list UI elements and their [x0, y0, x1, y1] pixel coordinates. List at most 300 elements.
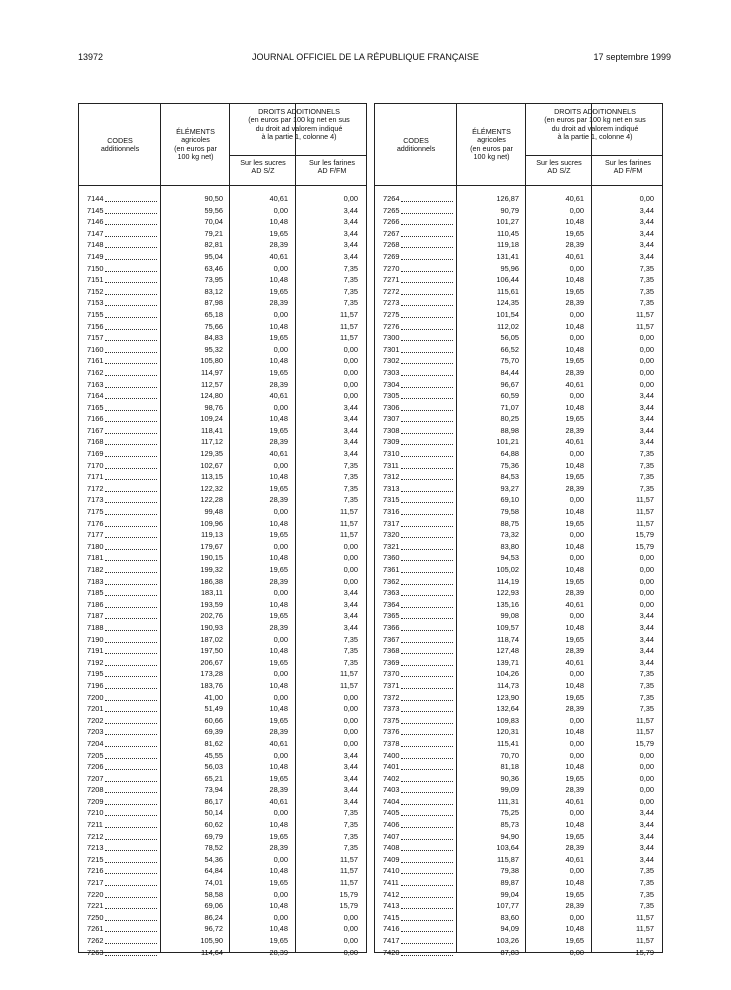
- sucres-value: 19,65: [269, 611, 288, 621]
- sucres-value: 40,61: [269, 251, 288, 261]
- table-row: [79, 842, 366, 854]
- table-row: [375, 321, 662, 333]
- table-row: [79, 622, 366, 634]
- farines-value: 7,35: [639, 866, 654, 876]
- sucres-value: 28,39: [565, 785, 584, 795]
- sucres-value: 0,00: [569, 912, 584, 922]
- farines-value: 11,57: [340, 309, 358, 319]
- code-cell: 7195: [87, 669, 104, 679]
- sucres-value: 28,39: [565, 843, 584, 853]
- element-value: 69,79: [204, 831, 223, 841]
- table-row: [79, 216, 366, 228]
- right-table: [374, 103, 663, 957]
- farines-value: 0,00: [343, 947, 358, 957]
- farines-value: 7,35: [343, 831, 358, 841]
- farines-value: 11,57: [340, 507, 358, 517]
- dot-leader: [105, 201, 157, 202]
- code-cell: 7402: [383, 773, 400, 783]
- farines-value: 15,79: [339, 889, 358, 899]
- dot-leader: [401, 607, 453, 608]
- dot-leader: [105, 758, 157, 759]
- sucres-value: 0,00: [273, 692, 288, 702]
- element-value: 119,13: [200, 530, 223, 540]
- farines-value: 11,57: [636, 321, 654, 331]
- dot-leader: [401, 236, 453, 237]
- sucres-value: 10,48: [565, 507, 584, 517]
- table-row: [79, 738, 366, 750]
- farines-value: 7,35: [343, 263, 358, 273]
- dot-leader: [401, 897, 453, 898]
- table-row: [79, 923, 366, 935]
- farines-value: 0,00: [639, 553, 654, 563]
- table-row: [375, 564, 662, 576]
- element-value: 179,67: [200, 541, 223, 551]
- element-value: 105,90: [200, 936, 223, 945]
- element-value: 96,72: [204, 924, 223, 934]
- sucres-header: Sur les sucres AD S/Z: [536, 158, 582, 176]
- element-value: 106,44: [496, 275, 519, 285]
- left-table: [78, 103, 367, 957]
- farines-value: 11,57: [636, 936, 654, 945]
- farines-value: 0,00: [639, 785, 654, 795]
- sucres-value: 10,48: [269, 472, 288, 482]
- sucres-value: 28,39: [269, 785, 288, 795]
- element-value: 60,59: [500, 391, 519, 401]
- dot-leader: [401, 375, 453, 376]
- dot-leader: [401, 827, 453, 828]
- dot-leader: [401, 862, 453, 863]
- sucres-value: 40,61: [269, 449, 288, 459]
- code-cell: 7311: [383, 460, 399, 470]
- element-value: 127,48: [496, 646, 519, 656]
- farines-value: 0,00: [343, 576, 358, 586]
- element-value: 129,35: [200, 449, 223, 459]
- dot-leader: [401, 317, 453, 318]
- farines-value: 11,57: [340, 518, 358, 528]
- subheader-divider: [230, 155, 366, 156]
- code-cell: 7203: [87, 727, 104, 737]
- element-value: 183,11: [200, 588, 223, 598]
- code-cell: 7310: [383, 449, 400, 459]
- sucres-value: 19,65: [269, 530, 288, 540]
- sucres-value: 19,65: [269, 286, 288, 296]
- table-row: [79, 448, 366, 460]
- element-value: 95,96: [500, 263, 519, 273]
- code-cell: 7250: [87, 912, 104, 922]
- sucres-value: 28,39: [269, 437, 288, 447]
- farines-value: 0,00: [343, 344, 358, 354]
- element-value: 132,64: [496, 704, 519, 714]
- farines-value: 7,35: [639, 901, 654, 911]
- table-row: [79, 784, 366, 796]
- element-value: 58,58: [204, 889, 223, 899]
- dot-leader: [401, 491, 453, 492]
- table-row: [79, 239, 366, 251]
- code-cell: 7196: [87, 680, 104, 690]
- table-row: [375, 425, 662, 437]
- code-cell: 7267: [383, 228, 400, 238]
- dot-leader: [105, 259, 157, 260]
- sucres-value: 0,00: [273, 854, 288, 864]
- table-row: [375, 622, 662, 634]
- farines-value: 0,00: [343, 924, 358, 934]
- farines-value: 7,35: [343, 808, 358, 818]
- farines-value: 11,57: [340, 333, 358, 343]
- farines-value: 3,44: [343, 762, 358, 772]
- sucres-value: 28,39: [269, 298, 288, 308]
- dot-leader: [105, 746, 157, 747]
- code-cell: 7188: [87, 622, 104, 632]
- table-body: [79, 193, 366, 958]
- sucres-value: 10,48: [565, 622, 584, 632]
- farines-value: 0,00: [639, 773, 654, 783]
- element-value: 117,12: [200, 437, 223, 447]
- dot-leader: [105, 827, 157, 828]
- code-cell: 7361: [383, 565, 400, 574]
- farines-value: 3,44: [639, 843, 654, 853]
- sucres-header: Sur les sucres AD S/Z: [240, 158, 286, 176]
- sucres-value: 10,48: [269, 704, 288, 714]
- droits-header: DROITS ADDITIONNELS (en euros par 100 kg net en sus du droit ad valorem indiqué à la partie 1, colonne 4): [248, 107, 350, 141]
- element-value: 75,25: [500, 808, 519, 818]
- code-cell: 7160: [87, 344, 104, 354]
- element-value: 83,80: [500, 541, 519, 551]
- element-value: 173,28: [200, 669, 223, 679]
- farines-value: 3,44: [343, 437, 358, 447]
- code-cell: 7191: [87, 646, 104, 656]
- farines-value: 7,35: [343, 820, 358, 830]
- code-cell: 7363: [383, 588, 400, 598]
- sucres-value: 0,00: [273, 634, 288, 644]
- dot-leader: [105, 491, 157, 492]
- farines-value: 7,35: [639, 298, 654, 308]
- code-cell: 7367: [383, 634, 400, 644]
- table-row: [79, 703, 366, 715]
- dot-leader: [105, 920, 157, 921]
- farines-value: 3,44: [343, 205, 358, 215]
- dot-leader: [105, 352, 157, 353]
- farines-value: 0,00: [639, 762, 654, 772]
- sucres-value: 0,00: [273, 669, 288, 679]
- code-cell: 7301: [383, 344, 400, 354]
- dot-leader: [105, 456, 157, 457]
- code-cell: 7375: [383, 715, 400, 725]
- dot-leader: [401, 642, 453, 643]
- dot-leader: [105, 804, 157, 805]
- table-row: [375, 436, 662, 448]
- dot-leader: [105, 213, 157, 214]
- code-cell: 7207: [87, 773, 104, 783]
- farines-value: 0,00: [343, 194, 358, 203]
- code-cell: 7221: [87, 901, 104, 911]
- code-cell: 7272: [383, 286, 400, 296]
- dot-leader: [401, 955, 453, 956]
- dot-leader: [105, 850, 157, 851]
- farines-value: 0,00: [343, 715, 358, 725]
- dot-leader: [401, 769, 453, 770]
- farines-value: 3,44: [343, 785, 358, 795]
- table-row: [375, 692, 662, 704]
- farines-value: 11,57: [340, 680, 358, 690]
- element-value: 105,80: [200, 356, 223, 366]
- table-row: [375, 842, 662, 854]
- dot-leader: [105, 815, 157, 816]
- dot-leader: [401, 711, 453, 712]
- elements-header: ÉLÉMENTS agricoles (en euros par 100 kg net): [470, 127, 513, 161]
- sucres-value: 28,39: [269, 947, 288, 957]
- farines-value: 11,57: [636, 495, 654, 505]
- farines-header: Sur les farines AD F/FM: [605, 158, 651, 176]
- farines-value: 3,44: [639, 657, 654, 667]
- table-row: [79, 680, 366, 692]
- table-row: [375, 251, 662, 263]
- dot-leader: [401, 873, 453, 874]
- dot-leader: [401, 723, 453, 724]
- farines-value: 7,35: [639, 263, 654, 273]
- farines-value: 15,79: [635, 541, 654, 551]
- dot-leader: [401, 340, 453, 341]
- code-cell: 7269: [383, 251, 400, 261]
- sucres-value: 28,39: [565, 646, 584, 656]
- element-value: 107,77: [496, 901, 519, 911]
- dot-leader: [105, 839, 157, 840]
- element-value: 104,26: [496, 669, 519, 679]
- element-value: 102,67: [200, 460, 223, 470]
- code-cell: 7369: [383, 657, 400, 667]
- farines-value: 3,44: [343, 240, 358, 250]
- farines-value: 7,35: [639, 275, 654, 285]
- sucres-value: 40,61: [269, 194, 288, 203]
- farines-value: 3,44: [639, 634, 654, 644]
- table-row: [79, 935, 366, 947]
- element-value: 114,97: [200, 367, 223, 377]
- code-cell: 7362: [383, 576, 400, 586]
- element-value: 79,38: [500, 866, 519, 876]
- table-row: [79, 761, 366, 773]
- table-row: [375, 912, 662, 924]
- table-row: [79, 947, 366, 959]
- code-cell: 7169: [87, 449, 104, 459]
- code-cell: 7162: [87, 367, 104, 377]
- dot-leader: [401, 943, 453, 944]
- farines-value: 7,35: [343, 495, 358, 505]
- table-row: [375, 193, 662, 205]
- sucres-value: 19,65: [269, 878, 288, 888]
- dot-leader: [105, 433, 157, 434]
- header-divider: [79, 185, 366, 186]
- code-cell: 7167: [87, 425, 104, 435]
- dot-leader: [105, 410, 157, 411]
- code-cell: 7146: [87, 217, 104, 227]
- dot-leader: [105, 421, 157, 422]
- sucres-value: 0,00: [273, 263, 288, 273]
- farines-value: 0,00: [639, 565, 654, 574]
- element-value: 131,41: [496, 251, 519, 261]
- farines-value: 11,57: [636, 912, 654, 922]
- farines-value: 7,35: [343, 472, 358, 482]
- table-row: [375, 379, 662, 391]
- dot-leader: [105, 653, 157, 654]
- farines-value: 7,35: [639, 680, 654, 690]
- farines-value: 0,00: [343, 565, 358, 574]
- sucres-value: 0,00: [273, 750, 288, 760]
- farines-value: 3,44: [343, 750, 358, 760]
- table-row: [79, 367, 366, 379]
- dot-leader: [105, 479, 157, 480]
- sucres-value: 19,65: [269, 831, 288, 841]
- code-cell: 7183: [87, 576, 104, 586]
- table-row: [375, 541, 662, 553]
- sucres-value: 40,61: [269, 796, 288, 806]
- code-cell: 7144: [87, 194, 104, 203]
- sucres-value: 10,48: [565, 402, 584, 412]
- table-row: [375, 239, 662, 251]
- dot-leader: [401, 294, 453, 295]
- sucres-value: 19,65: [565, 228, 584, 238]
- dot-leader: [105, 387, 157, 388]
- dot-leader: [105, 642, 157, 643]
- sucres-value: 19,65: [269, 565, 288, 574]
- dot-leader: [105, 630, 157, 631]
- dot-leader: [401, 908, 453, 909]
- farines-value: 0,00: [343, 727, 358, 737]
- table-row: [79, 332, 366, 344]
- farines-value: 0,00: [639, 588, 654, 598]
- table-row: [79, 379, 366, 391]
- table-row: [375, 576, 662, 588]
- element-value: 69,39: [204, 727, 223, 737]
- dot-leader: [401, 201, 453, 202]
- dot-leader: [105, 584, 157, 585]
- sucres-value: 28,39: [565, 240, 584, 250]
- table-row: [79, 668, 366, 680]
- farines-value: 0,00: [639, 356, 654, 366]
- farines-value: 11,57: [636, 309, 654, 319]
- farines-value: 0,00: [639, 367, 654, 377]
- dot-leader: [105, 908, 157, 909]
- code-cell: 7305: [383, 391, 400, 401]
- table-row: [375, 750, 662, 762]
- farines-value: 0,00: [639, 333, 654, 343]
- table-row: [375, 518, 662, 530]
- code-cell: 7263: [87, 947, 104, 957]
- sucres-value: 19,65: [565, 889, 584, 899]
- farines-value: 0,00: [639, 796, 654, 806]
- code-cell: 7406: [383, 820, 400, 830]
- sucres-value: 0,00: [273, 402, 288, 412]
- farines-value: 7,35: [343, 275, 358, 285]
- table-row: [375, 228, 662, 240]
- code-cell: 7204: [87, 738, 104, 748]
- sucres-value: 28,39: [565, 704, 584, 714]
- element-value: 90,79: [500, 205, 519, 215]
- code-cell: 7413: [383, 901, 400, 911]
- code-cell: 7411: [383, 878, 399, 888]
- table-row: [79, 494, 366, 506]
- element-value: 87,83: [500, 947, 519, 957]
- farines-value: 15,79: [635, 530, 654, 540]
- code-cell: 7312: [383, 472, 400, 482]
- code-cell: 7373: [383, 704, 400, 714]
- sucres-value: 28,39: [269, 379, 288, 389]
- sucres-value: 0,00: [569, 947, 584, 957]
- element-value: 75,36: [500, 460, 519, 470]
- dot-leader: [105, 247, 157, 248]
- table-row: [79, 355, 366, 367]
- code-cell: 7209: [87, 796, 104, 806]
- element-value: 88,98: [500, 425, 519, 435]
- code-cell: 7368: [383, 646, 400, 656]
- farines-value: 0,00: [343, 692, 358, 702]
- element-value: 105,02: [496, 565, 519, 574]
- code-cell: 7268: [383, 240, 400, 250]
- table-row: [375, 332, 662, 344]
- sucres-value: 19,65: [565, 634, 584, 644]
- table-row: [375, 355, 662, 367]
- dot-leader: [105, 873, 157, 874]
- code-cell: 7400: [383, 750, 400, 760]
- code-cell: 7366: [383, 622, 400, 632]
- element-value: 64,88: [500, 449, 519, 459]
- sucres-value: 10,48: [565, 680, 584, 690]
- element-value: 101,54: [496, 309, 519, 319]
- table-row: [79, 193, 366, 205]
- table-row: [375, 831, 662, 843]
- table-row: [79, 587, 366, 599]
- farines-value: 0,00: [343, 704, 358, 714]
- element-value: 112,57: [200, 379, 223, 389]
- sucres-value: 0,00: [569, 205, 584, 215]
- sucres-value: 0,00: [569, 611, 584, 621]
- table-row: [375, 645, 662, 657]
- element-value: 85,73: [500, 820, 519, 830]
- table-row: [79, 877, 366, 889]
- element-value: 73,95: [204, 275, 223, 285]
- sucres-value: 0,00: [569, 263, 584, 273]
- element-value: 114,19: [496, 576, 519, 586]
- element-value: 123,90: [496, 692, 519, 702]
- code-cell: 7186: [87, 599, 104, 609]
- codes-header: CODES additionnels: [100, 136, 140, 154]
- code-cell: 7149: [87, 251, 104, 261]
- farines-value: 0,00: [343, 379, 358, 389]
- dot-leader: [105, 468, 157, 469]
- dot-leader: [401, 792, 453, 793]
- table-row: [79, 321, 366, 333]
- code-cell: 7202: [87, 715, 104, 725]
- sucres-value: 40,61: [269, 738, 288, 748]
- dot-leader: [105, 305, 157, 306]
- element-value: 139,71: [496, 657, 519, 667]
- element-value: 84,83: [204, 333, 223, 343]
- code-cell: 7262: [87, 936, 104, 945]
- table-row: [79, 274, 366, 286]
- table-row: [375, 807, 662, 819]
- element-value: 124,80: [200, 391, 223, 401]
- code-cell: 7161: [87, 356, 104, 366]
- sucres-value: 10,48: [565, 541, 584, 551]
- dot-leader: [401, 781, 453, 782]
- table-row: [79, 599, 366, 611]
- table-row: [79, 900, 366, 912]
- droits-header: DROITS ADDITIONNELS (en euros par 100 kg net en sus du droit ad valorem indiqué à la partie 1, colonne 4): [544, 107, 646, 141]
- table-row: [375, 923, 662, 935]
- table-row: [79, 506, 366, 518]
- sucres-value: 28,39: [565, 901, 584, 911]
- table-row: [79, 715, 366, 727]
- sucres-value: 0,00: [273, 541, 288, 551]
- element-value: 70,70: [500, 750, 519, 760]
